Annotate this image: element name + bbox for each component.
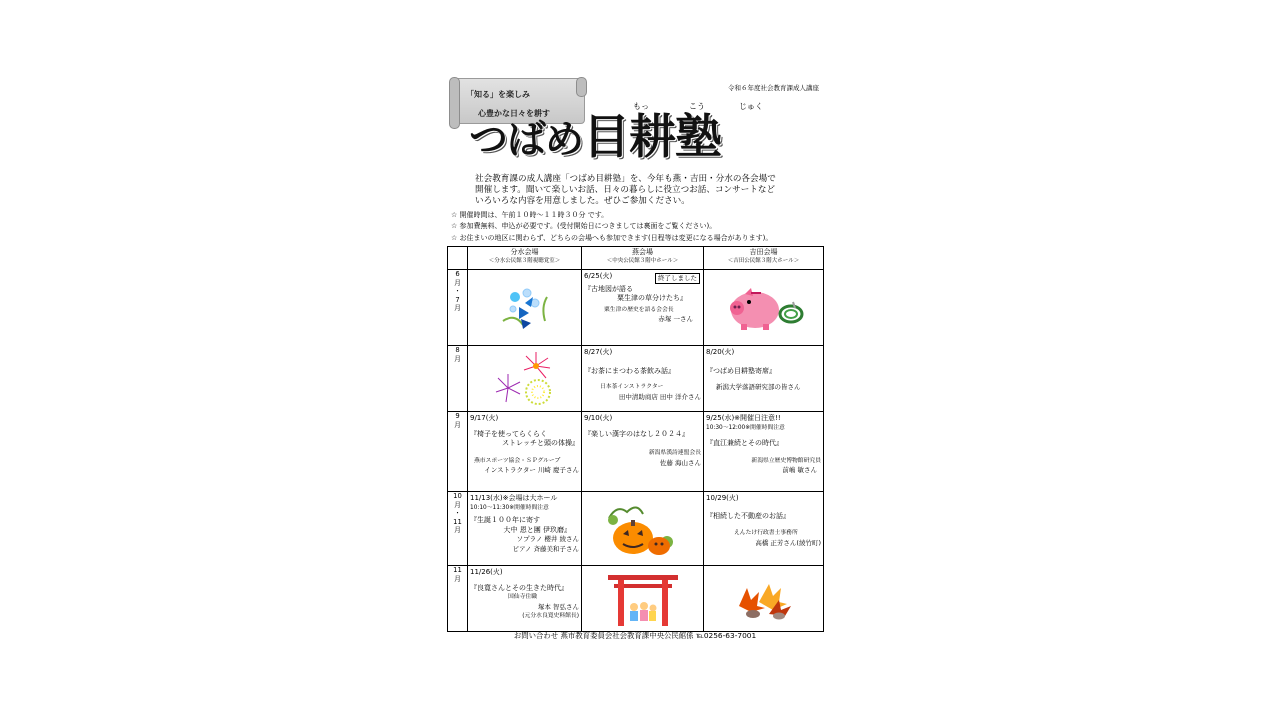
torii-gate-icon: [602, 571, 684, 627]
month-cell: 9 月: [448, 412, 468, 492]
title-prefix: つばめ: [469, 118, 584, 163]
venue-sub: ＜吉田公民館３階大ホール＞: [727, 258, 800, 264]
event-bunsui-1126: [468, 566, 582, 632]
title-kanji: 目耕塾: [583, 110, 722, 165]
event-date: 10/29(火): [706, 494, 739, 502]
speaker-org: 粟生津の歴史を語る会会長: [604, 306, 674, 313]
table-row: [448, 346, 824, 412]
autumn-leaves-icon: [729, 576, 799, 622]
piggy-bank-icon: [723, 282, 805, 334]
event-tsubame-0827: [582, 346, 704, 412]
speaker-org: えんたけ行政書士事務所: [734, 530, 798, 536]
intro-line: いろいろな内容を用意しました。ぜひご参加ください。: [475, 196, 690, 206]
note-item: ☆ 開催時間は、午前１０時～１１時３０分 です。: [451, 211, 609, 219]
month-cell: 8 月: [448, 346, 468, 412]
month-cell: 11 月: [448, 566, 468, 632]
speaker-note: (元分水良寛史料館長): [522, 613, 579, 619]
venue-sub: ＜分水公民館３階視聴覚室＞: [488, 258, 561, 264]
event-date: 9/17(火): [470, 414, 499, 422]
speaker-name: 高橋 正芳さん(綾竹町): [755, 538, 821, 547]
event-bunsui-0917: [468, 412, 582, 492]
event-date: 6/25(火): [584, 272, 613, 280]
event-title: 『楽しい漢字のはなし２０２４』: [584, 429, 689, 438]
event-bunsui-1113: [468, 492, 582, 566]
venue-name: 吉田会場: [749, 248, 778, 256]
venue-header-row: [448, 247, 824, 270]
ruby-moku: もっ: [633, 102, 649, 111]
pianist-name: ピアノ 斉藤美和子さん: [512, 544, 579, 553]
corner-cell: [448, 247, 468, 270]
fireworks-icon: [492, 350, 558, 408]
speaker-name: 佐藤 海山さん: [659, 458, 701, 467]
venue-name: 燕会場: [632, 248, 653, 256]
illustration-cell: [468, 270, 582, 346]
pumpkin-icon: [603, 498, 683, 560]
event-date: 8/27(火): [584, 348, 613, 356]
event-title: 『お茶にまつわる茶飲み話』: [584, 366, 675, 375]
contact-footer: お問い合わせ 燕市教育委員会社会教育課中央公民館係 ℡0256-63-7001: [513, 631, 757, 640]
event-yoshida-1029: [704, 492, 824, 566]
illustration-cell: [582, 566, 704, 632]
event-date: 9/10(火): [584, 414, 613, 422]
finished-badge: 終了しました: [655, 273, 700, 284]
wind-chime-icon: [495, 283, 555, 333]
soprano-name: ソプラノ 櫻井 綾さん: [516, 535, 579, 543]
month-cell: 6 月 ・ 7 月: [448, 270, 468, 346]
event-title: 『相続した不動産のお話』: [706, 511, 790, 520]
month-cell: 10 月 ・ 11 月: [448, 492, 468, 566]
event-title: 『椅子を使ってらくらく: [470, 429, 547, 438]
illustration-cell: [704, 566, 824, 632]
illustration-cell: [582, 492, 704, 566]
event-date: 11/26(火): [470, 568, 503, 576]
speaker-name: 塚本 智弘さん: [537, 602, 579, 611]
illustration-cell: [704, 270, 824, 346]
event-date: 8/20(火): [706, 348, 735, 356]
event-title: 『生誕１００年に寄す: [470, 516, 540, 524]
event-title-cont: 大中 恩と團 伊玖磨』: [503, 525, 571, 534]
banner-line-2: 心豊かな日々を耕す: [478, 109, 550, 118]
event-tsubame-0910: [582, 412, 704, 492]
event-title: 『良寛さんとその生きた時代』: [470, 583, 568, 592]
event-time: 10:30～12:00※開催時間注意: [706, 424, 785, 431]
event-title: 『つばめ目耕塾寄席』: [706, 366, 776, 375]
note-item: ☆ 参加費無料、申込が必要です。(受付開始日につきましては裏面をご覧ください)。: [451, 222, 717, 231]
speaker-name: 田中清助商店 田中 洋介さん: [618, 392, 701, 401]
speaker-name: 新潟大学落語研究部の皆さん: [716, 383, 801, 391]
ruby-juku: じゅく: [739, 102, 763, 111]
intro-line: 開催します。聞いて楽しいお話、日々の暮らしに役立つお話、コンサートなど: [475, 185, 776, 195]
flyer-page: [447, 74, 823, 648]
ruby-kou: こう: [689, 102, 705, 111]
speaker-org: 日本茶インストラクター: [600, 384, 664, 390]
venue-yoshida: [704, 247, 824, 270]
speaker-org: 国仙寺住職: [508, 594, 537, 600]
table-row: [448, 492, 824, 566]
venue-bunsui: [468, 247, 582, 270]
event-yoshida-0820: [704, 346, 824, 412]
table-row: [448, 270, 824, 346]
intro-text: [475, 174, 815, 207]
speaker-name: 赤塚 一さん: [658, 315, 693, 323]
note-item: ☆ お住まいの地区に関わらず、どちらの会場へも参加できます(日程等は変更になる場合があります)。: [451, 233, 773, 242]
event-title-cont: 粟生津の草分けたち』: [617, 294, 687, 302]
notes-list: [451, 210, 823, 244]
speaker-org: 新潟県立歴史博物館研究員: [751, 457, 821, 464]
event-tsubame-0625: [582, 270, 704, 346]
venue-tsubame: [582, 247, 704, 270]
event-title-cont: ストレッチと頭の体操』: [502, 439, 579, 447]
speaker-name: 前嶋 敏さん: [782, 466, 817, 474]
venue-name: 分水会場: [510, 248, 539, 256]
banner-line-1: 「知る」を楽しみ: [466, 90, 530, 99]
venue-sub: ＜中央公民館３階中ホール＞: [606, 258, 679, 264]
speaker-org: 新潟県漢詩連盟会長: [648, 450, 701, 456]
speaker-name: インストラクター 川崎 慶子さん: [484, 466, 579, 474]
speaker-org: 燕市スポーツ協会・ＳＰグループ: [474, 457, 561, 464]
table-row: [448, 412, 824, 492]
table-row: [448, 566, 824, 632]
schedule-table: [447, 246, 824, 632]
event-title: 『直江兼続とその時代』: [706, 439, 783, 447]
event-date: 11/13(水)※会場は大ホール: [470, 494, 558, 502]
event-yoshida-0925: [704, 412, 824, 492]
illustration-cell: [468, 346, 582, 412]
intro-line: 社会教育課の成人講座「つばめ目耕塾」を、今年も燕・吉田・分水の各会場で: [475, 174, 776, 184]
program-label: 令和６年度社会教育課成人講座: [728, 84, 819, 92]
event-title: 『古地図が語る: [584, 284, 633, 293]
event-time: 10:10～11:30※開催時間注意: [470, 504, 549, 511]
event-date: 9/25(水)※開催日注意!!: [706, 414, 781, 422]
